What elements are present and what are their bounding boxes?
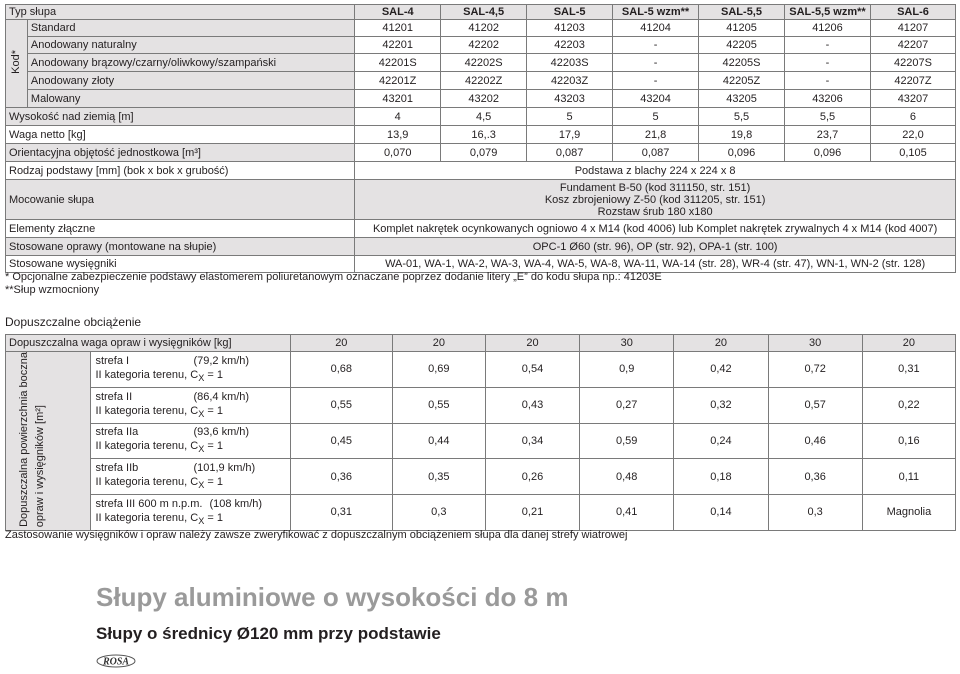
cell: 0,087 bbox=[613, 144, 699, 162]
cell: 41206 bbox=[785, 20, 871, 37]
table-row bbox=[6, 126, 956, 144]
cell: 0,087 bbox=[527, 144, 613, 162]
cell: 0,105 bbox=[870, 144, 955, 162]
page-subtitle: Słupy o średnicy Ø120 mm przy podstawie bbox=[96, 624, 441, 643]
cell: 43205 bbox=[699, 90, 785, 108]
table-row bbox=[6, 162, 956, 180]
zone-terrain: II kategoria terenu, C bbox=[95, 404, 199, 417]
cell: 0,3 bbox=[392, 495, 485, 531]
row-label: Stosowane wysięgniki bbox=[6, 256, 355, 273]
cell: 43206 bbox=[785, 90, 871, 108]
zone-name: strefa IIa bbox=[95, 426, 139, 439]
cell: 0,22 bbox=[862, 387, 955, 423]
table-row bbox=[6, 423, 956, 459]
logo-text: ROSA bbox=[102, 656, 130, 668]
cell: 23,7 bbox=[785, 126, 871, 144]
cell: 41205 bbox=[699, 20, 785, 37]
cell: 0,14 bbox=[674, 495, 768, 531]
cell: 0,36 bbox=[768, 459, 862, 495]
rosa-logo-icon bbox=[96, 653, 136, 668]
zone-sub: X bbox=[198, 516, 205, 527]
model-sal-4: SAL-4 bbox=[355, 5, 441, 20]
cell: 19,8 bbox=[699, 126, 785, 144]
row-label: Rodzaj podstawy [mm] (bok x bok x grubość) bbox=[6, 162, 355, 180]
cell: 0,45 bbox=[290, 423, 392, 459]
section-heading: Dopuszczalne obciążenie bbox=[5, 315, 142, 329]
load-table bbox=[5, 334, 956, 531]
cell: 0,31 bbox=[290, 495, 392, 531]
model-sal-5: SAL-5 bbox=[527, 5, 613, 20]
row-label: Malowany bbox=[27, 90, 354, 108]
zone-eq: = 1 bbox=[204, 476, 223, 489]
cell: 0,18 bbox=[674, 459, 768, 495]
cell: - bbox=[785, 72, 871, 90]
table-row bbox=[6, 72, 956, 90]
cell: 0,34 bbox=[485, 423, 579, 459]
table-row bbox=[6, 256, 956, 273]
row-label: Elementy złączne bbox=[6, 220, 355, 238]
side-label-2: opraw i wysięgników [m²] bbox=[34, 404, 47, 527]
cell: 0,35 bbox=[392, 459, 485, 495]
cell: 42205Z bbox=[699, 72, 785, 90]
cell: 0,48 bbox=[580, 459, 674, 495]
zone-speed: (79,2 km/h) bbox=[193, 354, 250, 367]
zone-terrain: II kategoria terenu, C bbox=[95, 440, 199, 453]
cell: - bbox=[613, 37, 699, 54]
zone-name: strefa I bbox=[95, 354, 130, 367]
type-label: Typ słupa bbox=[6, 5, 355, 20]
load-header-label: Dopuszczalna waga opraw i wysięgników [kg] bbox=[6, 335, 291, 352]
zone-eq: = 1 bbox=[204, 440, 223, 453]
mount-line: Fundament B-50 (kod 311150, str. 151) bbox=[559, 181, 751, 194]
model-sal-4-5: SAL-4,5 bbox=[441, 5, 527, 20]
row-label: Standard bbox=[27, 20, 354, 37]
cell: 43204 bbox=[613, 90, 699, 108]
cell: 5 bbox=[527, 108, 613, 126]
cell: 0,31 bbox=[862, 352, 955, 388]
cell: 0,32 bbox=[674, 387, 768, 423]
cell: 0,44 bbox=[392, 423, 485, 459]
zone-label bbox=[91, 352, 290, 388]
zone-speed: (86,4 km/h) bbox=[193, 390, 250, 403]
row-label: Anodowany naturalny bbox=[27, 37, 354, 54]
cell: 42205S bbox=[699, 54, 785, 72]
row-label: Waga netto [kg] bbox=[6, 126, 355, 144]
cell: 0,55 bbox=[392, 387, 485, 423]
zone-speed: (101,9 km/h) bbox=[193, 462, 256, 475]
cell: 20 bbox=[290, 335, 392, 352]
model-sal-5-wzm: SAL-5 wzm** bbox=[613, 5, 699, 20]
zone-label bbox=[91, 459, 290, 495]
model-sal-6: SAL-6 bbox=[870, 5, 955, 20]
cell: 13,9 bbox=[355, 126, 441, 144]
cell: - bbox=[613, 54, 699, 72]
cell: Magnolia bbox=[862, 495, 955, 531]
zone-name: strefa IIb bbox=[95, 462, 139, 475]
cell: 42203Z bbox=[527, 72, 613, 90]
zone-eq: = 1 bbox=[204, 404, 223, 417]
cell: 20 bbox=[674, 335, 768, 352]
cell: 4 bbox=[355, 108, 441, 126]
row-label: Wysokość nad ziemią [m] bbox=[6, 108, 355, 126]
cell: 42207S bbox=[870, 54, 955, 72]
side-label-1: Dopuszczalna powierzchnia boczna bbox=[18, 352, 31, 527]
zone-eq: = 1 bbox=[204, 511, 223, 524]
zone-sub: X bbox=[198, 408, 205, 419]
zone-terrain: II kategoria terenu, C bbox=[95, 476, 199, 489]
load-header-row bbox=[6, 335, 956, 352]
cell: 42203S bbox=[527, 54, 613, 72]
cell: 0,42 bbox=[674, 352, 768, 388]
table-row bbox=[6, 108, 956, 126]
cell: 4,5 bbox=[441, 108, 527, 126]
cell: 43201 bbox=[355, 90, 441, 108]
cell: 0,57 bbox=[768, 387, 862, 423]
zone-sub: X bbox=[198, 372, 205, 383]
cell: 0,26 bbox=[485, 459, 579, 495]
cell: 42202S bbox=[441, 54, 527, 72]
cell: 43202 bbox=[441, 90, 527, 108]
table-row bbox=[6, 180, 956, 220]
zone-name: strefa II bbox=[95, 390, 133, 403]
fixtures-value: OPC-1 Ø60 (str. 96), OP (str. 92), OPA-1 (str. 100) bbox=[355, 238, 956, 256]
cell: 20 bbox=[862, 335, 955, 352]
cell: 0,096 bbox=[785, 144, 871, 162]
table-row bbox=[6, 144, 956, 162]
page-title: Słupy aluminiowe o wysokości do 8 m bbox=[96, 582, 569, 612]
cell: - bbox=[613, 72, 699, 90]
row-label: Orientacyjna objętość jednostkowa [m³] bbox=[6, 144, 355, 162]
cell: 5,5 bbox=[785, 108, 871, 126]
cell: 0,096 bbox=[699, 144, 785, 162]
cell: 41207 bbox=[870, 20, 955, 37]
cell: 0,21 bbox=[485, 495, 579, 531]
zone-label bbox=[91, 387, 290, 423]
header-row bbox=[6, 5, 956, 20]
cell: 41203 bbox=[527, 20, 613, 37]
rosa-logo bbox=[96, 653, 136, 668]
cell: 0,11 bbox=[862, 459, 955, 495]
cell: 0,070 bbox=[355, 144, 441, 162]
table-row bbox=[6, 90, 956, 108]
cell: 42207 bbox=[870, 37, 955, 54]
cell: 30 bbox=[768, 335, 862, 352]
cell: 20 bbox=[485, 335, 579, 352]
cell: 43203 bbox=[527, 90, 613, 108]
zone-sub: X bbox=[198, 480, 205, 491]
table-row bbox=[6, 37, 956, 54]
table-row bbox=[6, 54, 956, 72]
cell: 5 bbox=[613, 108, 699, 126]
cell: 42203 bbox=[527, 37, 613, 54]
cell: 43207 bbox=[870, 90, 955, 108]
cell: 5,5 bbox=[699, 108, 785, 126]
table-row bbox=[6, 352, 956, 388]
cell: 21,8 bbox=[613, 126, 699, 144]
cell: 0,59 bbox=[580, 423, 674, 459]
table-row bbox=[6, 238, 956, 256]
mount-value bbox=[355, 180, 956, 220]
cell: 0,54 bbox=[485, 352, 579, 388]
zone-name: strefa III 600 m n.p.m. bbox=[95, 497, 203, 510]
cell: 42202 bbox=[441, 37, 527, 54]
row-label: Anodowany brązowy/czarny/oliwkowy/szampański bbox=[27, 54, 354, 72]
cell: 0,55 bbox=[290, 387, 392, 423]
cell: 6 bbox=[870, 108, 955, 126]
cell: 20 bbox=[392, 335, 485, 352]
cell: 22,0 bbox=[870, 126, 955, 144]
table-row bbox=[6, 495, 956, 531]
cell: 0,3 bbox=[768, 495, 862, 531]
table-row bbox=[6, 459, 956, 495]
zone-speed: (93,6 km/h) bbox=[193, 426, 250, 439]
arms-value: WA-01, WA-1, WA-2, WA-3, WA-4, WA-5, WA-8, WA-11, WA-14 (str. 28), WR-4 (str. 47), WN-1, WN-2 (str. 128) bbox=[355, 256, 956, 273]
zone-terrain: II kategoria terenu, C bbox=[95, 511, 199, 524]
cell: 0,27 bbox=[580, 387, 674, 423]
cell: 42207Z bbox=[870, 72, 955, 90]
base-value: Podstawa z blachy 224 x 224 x 8 bbox=[355, 162, 956, 180]
cell: 0,16 bbox=[862, 423, 955, 459]
mount-line: Kosz zbrojeniowy Z-50 (kod 311205, str. 151) bbox=[544, 193, 766, 206]
cell: 0,46 bbox=[768, 423, 862, 459]
kod-cell bbox=[6, 20, 28, 108]
table-row bbox=[6, 387, 956, 423]
cell: 16,.3 bbox=[441, 126, 527, 144]
row-label: Anodowany złoty bbox=[27, 72, 354, 90]
table-row bbox=[6, 20, 956, 37]
cell: 42205 bbox=[699, 37, 785, 54]
model-sal-5-5-wzm: SAL-5,5 wzm** bbox=[785, 5, 871, 20]
cell: 0,079 bbox=[441, 144, 527, 162]
cell: 41202 bbox=[441, 20, 527, 37]
kod-label: Kod* bbox=[10, 50, 23, 74]
cell: 42201Z bbox=[355, 72, 441, 90]
cell: 0,9 bbox=[580, 352, 674, 388]
side-label-cell bbox=[6, 352, 59, 531]
cell: 17,9 bbox=[527, 126, 613, 144]
cell: 0,24 bbox=[674, 423, 768, 459]
table-row bbox=[6, 220, 956, 238]
load-footnote: Zastosowanie wysięgników i opraw należy zawsze zweryfikować z dopuszczalnym obciążeniem słupa dla danej strefy wiatrowej bbox=[5, 529, 628, 541]
mount-line: Rozstaw śrub 180 x180 bbox=[597, 205, 713, 218]
footnote-reinforced: **Słup wzmocniony bbox=[5, 284, 100, 296]
zone-label bbox=[91, 495, 290, 531]
cell: - bbox=[785, 54, 871, 72]
cell: 0,41 bbox=[580, 495, 674, 531]
cell: 0,36 bbox=[290, 459, 392, 495]
zone-label bbox=[91, 423, 290, 459]
cell: 41204 bbox=[613, 20, 699, 37]
specs-table bbox=[5, 4, 956, 273]
footnote-elastomer: * Opcjonalne zabezpieczenie podstawy elastomerem poliuretanowym oznaczane poprzez dodanie litery „E” do kodu słupa np.: 41203E bbox=[5, 271, 662, 283]
side-spacer bbox=[58, 352, 91, 531]
cell: 0,68 bbox=[290, 352, 392, 388]
cell: 30 bbox=[580, 335, 674, 352]
cell: - bbox=[785, 37, 871, 54]
fasteners-value: Komplet nakrętek ocynkowanych ogniowo 4 x M14 (kod 4006) lub Komplet nakrętek zrywalnych 4 x M14 (kod 4007) bbox=[355, 220, 956, 238]
zone-sub: X bbox=[198, 444, 205, 455]
zone-terrain: II kategoria terenu, C bbox=[95, 368, 199, 381]
zone-eq: = 1 bbox=[204, 368, 223, 381]
cell: 0,72 bbox=[768, 352, 862, 388]
model-sal-5-5: SAL-5,5 bbox=[699, 5, 785, 20]
cell: 41201 bbox=[355, 20, 441, 37]
row-label: Stosowane oprawy (montowane na słupie) bbox=[6, 238, 355, 256]
cell: 42201 bbox=[355, 37, 441, 54]
cell: 42202Z bbox=[441, 72, 527, 90]
cell: 42201S bbox=[355, 54, 441, 72]
zone-speed: (108 km/h) bbox=[209, 497, 263, 510]
cell: 0,69 bbox=[392, 352, 485, 388]
row-label: Mocowanie słupa bbox=[6, 180, 355, 220]
cell: 0,43 bbox=[485, 387, 579, 423]
